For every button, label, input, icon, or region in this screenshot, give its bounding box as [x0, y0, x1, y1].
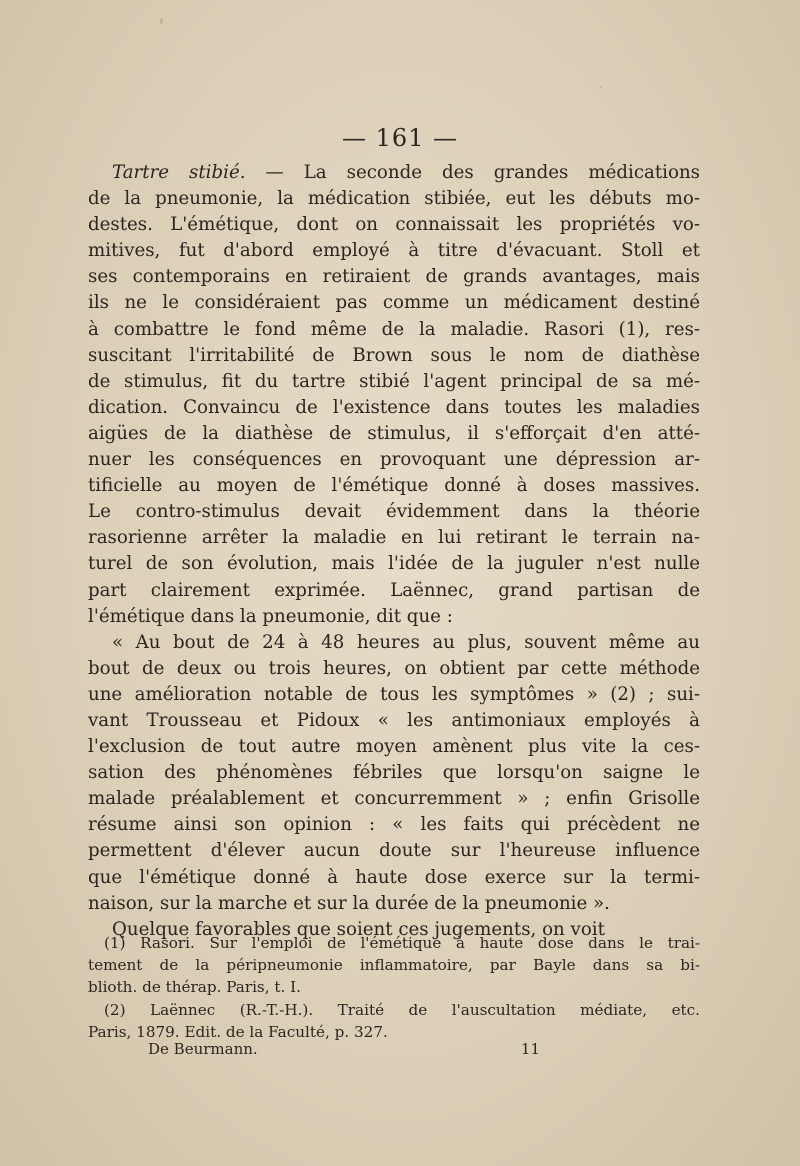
- footnotes: [88, 932, 700, 1043]
- text-line: turel de son évolution, mais l'idée de la juguler n'est nulle: [88, 553, 700, 575]
- text-line: sation des phénomènes fébriles que lorsqu'on saigne le: [88, 762, 700, 784]
- text-line: permettent d'élever aucun doute sur l'heureuse influence: [88, 840, 700, 862]
- text-line: bout de deux ou trois heures, on obtient par cette méthode: [88, 657, 700, 679]
- footnote-line: (1) Rasori. Sur l'emploi de l'émétique à haute dose dans le trai-: [104, 934, 700, 952]
- text-line: l'émétique dans la pneumonie, dit que :: [88, 605, 453, 627]
- text-line: nuer les conséquences en provoquant une dépression ar-: [88, 449, 700, 471]
- signature-sheet-number: 11: [520, 1040, 540, 1058]
- text-line: de stimulus, fit du tartre stibié l'agent principal de sa mé-: [88, 370, 700, 392]
- text-line: Tartre stibié. — La seconde des grandes médications: [112, 162, 700, 183]
- text-line: vant Trousseau et Pidoux « les antimoniaux employés à: [88, 709, 700, 731]
- text-line: que l'émétique donné à haute dose exerce sur la termi-: [88, 866, 700, 888]
- footnote-line: tement de la péripneumonie inflammatoire, par Bayle dans sa bi-: [88, 956, 700, 975]
- footnote-line: (2) Laënnec (R.-T.-H.). Traité de l'auscultation médiate, etc.: [104, 1000, 700, 1019]
- text-line: à combattre le fond même de la maladie. Rasori (1), res-: [88, 318, 700, 340]
- text-line: ses contemporains en retiraient de grands avantages, mais: [88, 266, 700, 288]
- text-line: aigües de la diathèse de stimulus, il s'efforçait d'en atté-: [88, 422, 700, 444]
- text-line: malade préalablement et concurremment » ; enfin Grisolle: [88, 788, 700, 810]
- text-line: Quelque favorables que soient ces jugements, on voit: [112, 918, 605, 940]
- text-line: ils ne le considéraient pas comme un médicament destiné: [88, 292, 700, 314]
- text-line: de la pneumonie, la médication stibiée, eut les débuts mo-: [88, 188, 700, 210]
- text-line: « Au bout de 24 à 48 heures au plus, souvent même au: [112, 631, 700, 653]
- text-line: part clairement exprimée. Laënnec, grand partisan de: [88, 579, 700, 601]
- page-number-header: — 161 —: [341, 124, 459, 152]
- text-line: suscitant l'irritabilité de Brown sous le nom de diathèse: [88, 344, 700, 366]
- paper-stain: [160, 18, 163, 24]
- text-line: une amélioration notable de tous les symptômes » (2) ; sui-: [88, 683, 700, 705]
- main-text: [88, 160, 700, 943]
- signature-line: [148, 1040, 540, 1058]
- text-line: destes. L'émétique, dont on connaissait les propriétés vo-: [88, 214, 700, 236]
- footnote-line: blioth. de thérap. Paris, t. I.: [88, 978, 301, 997]
- text-line: l'exclusion de tout autre moyen amènent plus vite la ces-: [88, 736, 700, 758]
- text-line: tificielle au moyen de l'émétique donné à doses massives.: [88, 475, 700, 497]
- text-line: Le contro-stimulus devait évidemment dans la théorie: [88, 501, 700, 523]
- text-line: rasorienne arrêter la maladie en lui retirant le terrain na-: [88, 527, 700, 549]
- text-line: dication. Convaincu de l'existence dans toutes les maladies: [88, 396, 700, 418]
- text-line: mitives, fut d'abord employé à titre d'évacuant. Stoll et: [88, 240, 700, 262]
- paper-stain: [600, 86, 602, 88]
- text-line: naison, sur la marche et sur la durée de la pneumonie ».: [88, 892, 610, 914]
- footnote-line: Paris, 1879. Edit. de la Faculté, p. 327.: [88, 1022, 388, 1041]
- signature-author: De Beurmann.: [148, 1040, 258, 1058]
- text-line: résume ainsi son opinion : « les faits qui précèdent ne: [88, 814, 700, 836]
